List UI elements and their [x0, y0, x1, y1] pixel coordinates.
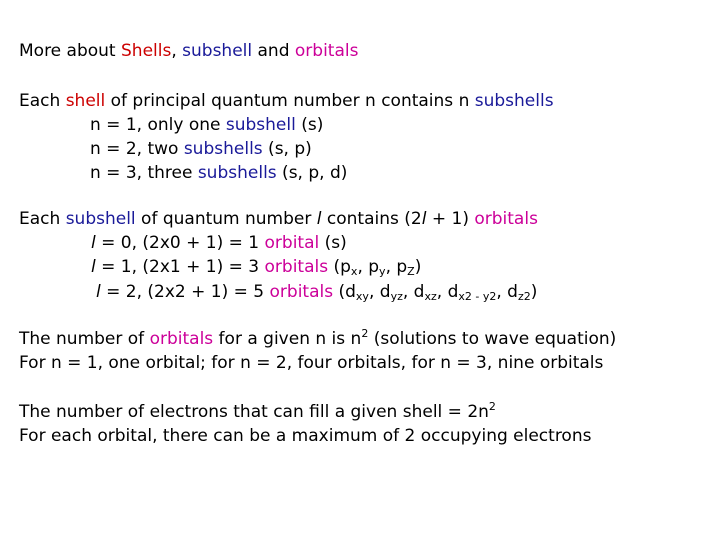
subshell-term: subshell: [65, 209, 136, 229]
l-symbol: l: [91, 257, 96, 277]
text: (s, p): [262, 139, 312, 159]
text: n = 2, two: [90, 139, 184, 159]
text: ): [414, 257, 422, 277]
superscript: 2: [361, 327, 369, 340]
subscript: Z: [407, 265, 415, 278]
title-text: and: [252, 41, 295, 61]
l-symbol: l: [421, 209, 427, 229]
text: (p: [328, 257, 351, 277]
text: (d: [333, 282, 356, 302]
title-orbitals-term: orbitals: [294, 41, 359, 61]
l2-example-line: [96, 281, 537, 303]
text: (s): [295, 115, 324, 135]
subscript: xz: [424, 290, 437, 303]
text: = 1, (2x1 + 1) = 3: [95, 257, 265, 277]
text: For each orbital, there can be a maximum of 2 occupying electrons: [19, 426, 592, 446]
slide-title: [19, 40, 358, 62]
l0-example-line: [91, 232, 347, 254]
text: (s): [319, 233, 347, 253]
title-text: More about: [19, 41, 121, 61]
subscript: x2 - y2: [458, 290, 497, 303]
text: of quantum number: [135, 209, 317, 229]
subshell-term: subshell: [225, 115, 296, 135]
title-shells-term: Shells: [121, 41, 172, 61]
subscript: yz: [390, 290, 403, 303]
orbitals-term: orbitals: [474, 209, 538, 229]
orbitals-term: orbitals: [269, 282, 334, 302]
subscript: z2: [517, 290, 531, 303]
l-symbol: l: [316, 209, 322, 229]
text: The number of: [19, 329, 150, 349]
n2-example-line: [90, 138, 312, 160]
text: = 2, (2x2 + 1) = 5: [100, 282, 270, 302]
subscript: y: [379, 265, 386, 278]
text: , p: [357, 257, 380, 277]
orbital-occupancy-line: [19, 425, 591, 447]
text: The number of electrons that can fill a given shell = 2n: [19, 402, 489, 422]
electron-capacity-line: [19, 401, 496, 423]
subshell-rule-line: [19, 208, 538, 230]
subshells-term: subshells: [183, 139, 263, 159]
orbital-examples-line: [19, 352, 603, 374]
orbital-term: orbital: [264, 233, 320, 253]
n3-example-line: [90, 162, 347, 184]
orbital-count-line: [19, 328, 616, 350]
text: , p: [385, 257, 408, 277]
orbitals-term: orbitals: [264, 257, 329, 277]
l-symbol: l: [96, 282, 101, 302]
text: , d: [436, 282, 459, 302]
orbitals-term: orbitals: [149, 329, 214, 349]
n1-example-line: [90, 114, 323, 136]
text: (s, p, d): [276, 163, 348, 183]
shell-rule-line: [19, 90, 554, 112]
text: , d: [496, 282, 518, 302]
title-subshell-term: subshell: [182, 41, 253, 61]
text: + 1): [426, 209, 475, 229]
subscript: xy: [355, 290, 369, 303]
text: for a given n is n: [213, 329, 362, 349]
text: Each: [19, 91, 66, 111]
subshells-term: subshells: [197, 163, 277, 183]
l-symbol: l: [91, 233, 96, 253]
text: n = 1, only one: [90, 115, 226, 135]
title-text: ,: [171, 41, 183, 61]
text: , d: [402, 282, 425, 302]
shell-term: shell: [65, 91, 106, 111]
l1-example-line: [91, 256, 421, 278]
text: of principal quantum number n contains n: [105, 91, 475, 111]
text: For n = 1, one orbital; for n = 2, four orbitals, for n = 3, nine orbitals: [19, 353, 604, 373]
text: , d: [368, 282, 391, 302]
text: contains (2: [321, 209, 422, 229]
subscript: x: [350, 265, 358, 278]
text: n = 3, three: [90, 163, 198, 183]
text: (solutions to wave equation): [368, 329, 617, 349]
text: ): [530, 282, 538, 302]
text: Each: [19, 209, 66, 229]
subshells-term: subshells: [474, 91, 554, 111]
text: = 0, (2x0 + 1) = 1: [95, 233, 265, 253]
superscript: 2: [488, 400, 496, 413]
